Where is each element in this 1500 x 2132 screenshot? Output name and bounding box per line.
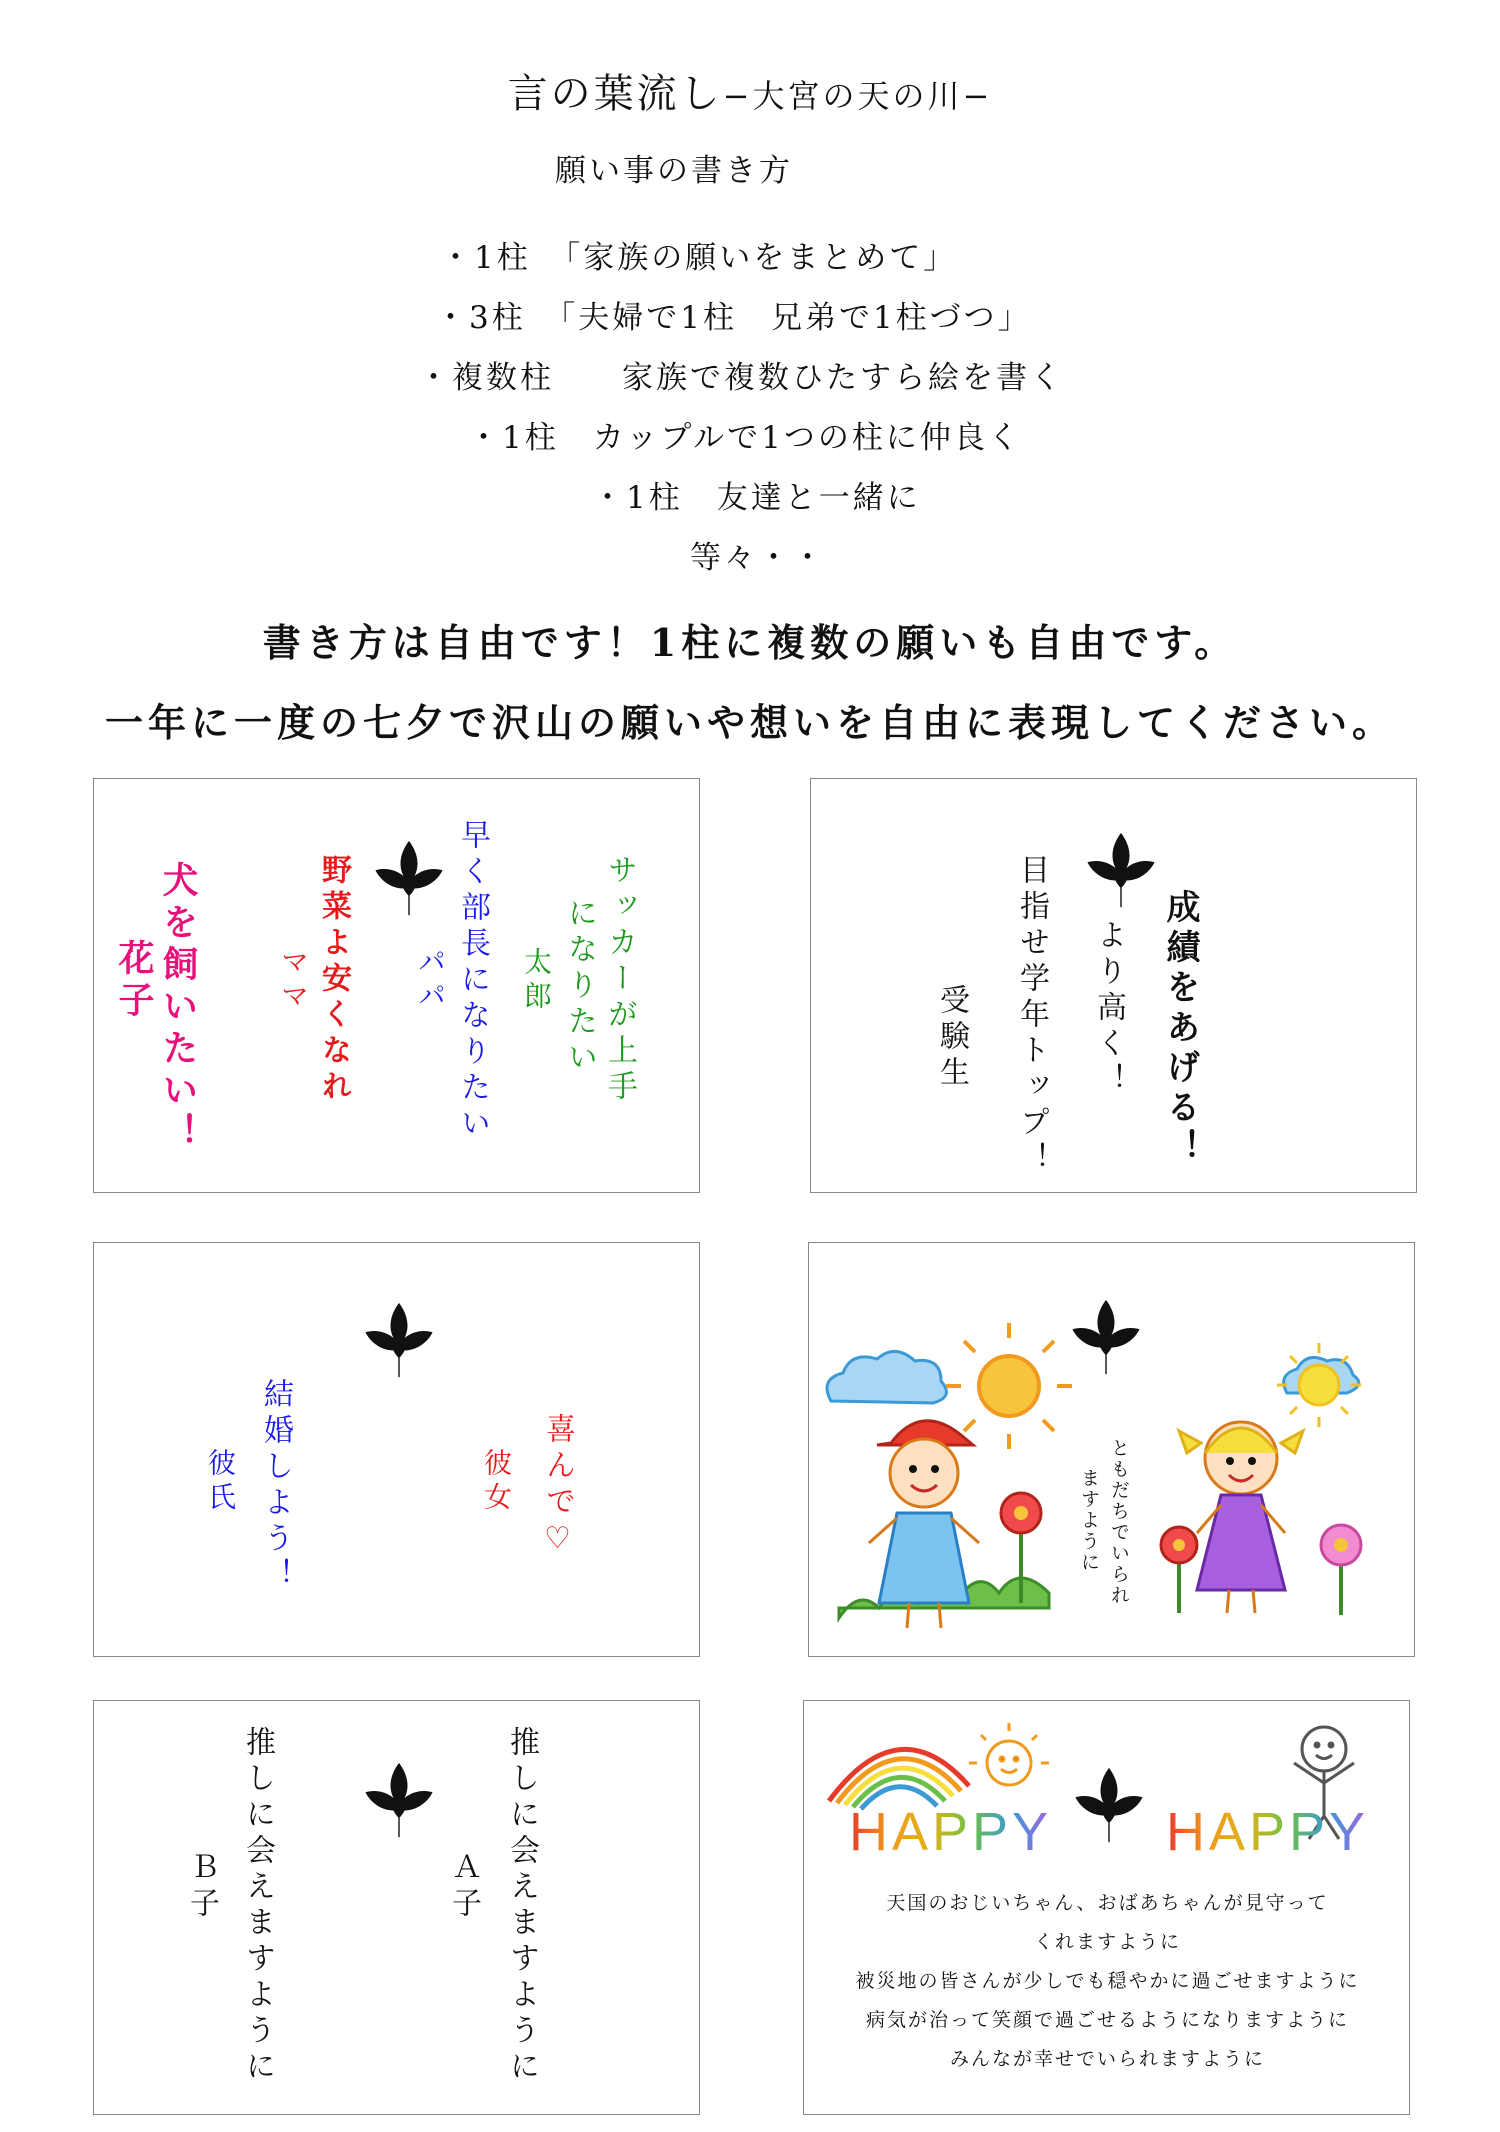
message-line-2: 一年に一度の七夕で沢山の願いや想いを自由に表現してください。 <box>104 700 1395 745</box>
card-exam <box>810 778 1417 1193</box>
name-taro: 太郎 <box>520 947 553 1015</box>
card-family <box>93 778 700 1193</box>
bullet-item: ・1柱 「家族の願いをまとめて」 <box>440 240 958 276</box>
bullet-item: ・複数柱 家族で複数ひたすら絵を書く <box>418 360 1064 396</box>
sun-icon <box>946 1323 1072 1449</box>
card-oshi <box>93 1700 700 2115</box>
happy-line: 天国のおじいちゃん、おばあちゃんが見守って <box>886 1892 1329 1914</box>
name-hanako: 花子 <box>113 939 155 1023</box>
wish-oshi-left: 推しに会えますように <box>240 1726 275 2086</box>
title-main: 言の葉流し <box>507 71 723 117</box>
happy-line: 被災地の皆さんが少しでも穏やかに過ごせますように <box>855 1970 1360 1992</box>
name-jukensei: 受験生 <box>934 984 969 1092</box>
leaf-icon <box>364 1301 434 1379</box>
wish-mezase: 目指せ学年トップ！ <box>1014 854 1049 1178</box>
wish-inu: 犬を飼いたい！ <box>157 861 199 1155</box>
card-couple <box>93 1242 700 1657</box>
name-b-ko: Ｂ子 <box>184 1851 219 1923</box>
leaf-icon <box>1071 1298 1141 1376</box>
wish-yasai: 野菜よ安くなれ <box>316 854 351 1106</box>
name-kanojo: 彼女 <box>480 1448 513 1516</box>
wish-oshi-right: 推しに会えますように <box>504 1726 539 2086</box>
bullet-item: ・1柱 友達と一緒に <box>592 480 921 516</box>
card-happy <box>803 1700 1410 2115</box>
title-sub: −大宮の天の川− <box>722 77 993 115</box>
bullet-item: ・1柱 カップルで1つの柱に仲良く <box>468 420 1022 456</box>
leaf-icon <box>364 1761 434 1839</box>
wish-soccer: サッカーが上手 <box>602 854 637 1106</box>
name-kareshi: 彼氏 <box>204 1448 237 1516</box>
name-a-ko: Ａ子 <box>446 1851 481 1923</box>
wish-masuyouni: ますように <box>1078 1468 1100 1573</box>
happy-word-1: HAPPY <box>849 1802 1053 1862</box>
happy-line: みんなが幸せでいられますように <box>949 2048 1265 2070</box>
wish-kekkon: 結婚しよう！ <box>258 1378 293 1594</box>
message-line-1: 書き方は自由です！1柱に複数の願いも自由です。 <box>262 620 1238 665</box>
name-mama: ママ <box>277 947 310 1015</box>
wish-seiseki: 成績をあげる！ <box>1160 889 1200 1169</box>
wish-tomodachi: ともだちでいられ <box>1108 1438 1130 1606</box>
flower-icon <box>1321 1525 1361 1615</box>
page-title <box>0 62 1500 119</box>
leaf-icon <box>1074 1766 1144 1844</box>
girl-figure <box>1179 1422 1303 1613</box>
name-papa: パパ <box>414 947 447 1015</box>
sun-icon <box>969 1723 1049 1785</box>
cloud-icon <box>827 1351 946 1403</box>
howto-heading: 願い事の書き方 <box>555 153 793 189</box>
leaf-icon <box>1086 831 1156 909</box>
wish-soccer-2: になりたい <box>562 897 597 1077</box>
card-friends <box>808 1242 1415 1657</box>
happy-word-2: HAPPY <box>1166 1802 1370 1862</box>
happy-line: 病気が治って笑顔で過ごせるようになりますように <box>865 2009 1349 2031</box>
flower-icon <box>1161 1527 1197 1613</box>
bullet-item: ・3柱 「夫婦で1柱 兄弟で1柱づつ」 <box>435 300 1032 336</box>
leaf-icon <box>374 839 444 917</box>
wish-bucho: 早く部長になりたい <box>455 819 490 1143</box>
boy-figure <box>869 1421 979 1628</box>
bullet-item: 等々・・ <box>690 540 826 576</box>
wish-yorokonde: 喜んで♡ <box>540 1413 575 1562</box>
wish-yori: より高く！ <box>1091 919 1126 1099</box>
happy-line: くれますように <box>1033 1931 1181 1953</box>
